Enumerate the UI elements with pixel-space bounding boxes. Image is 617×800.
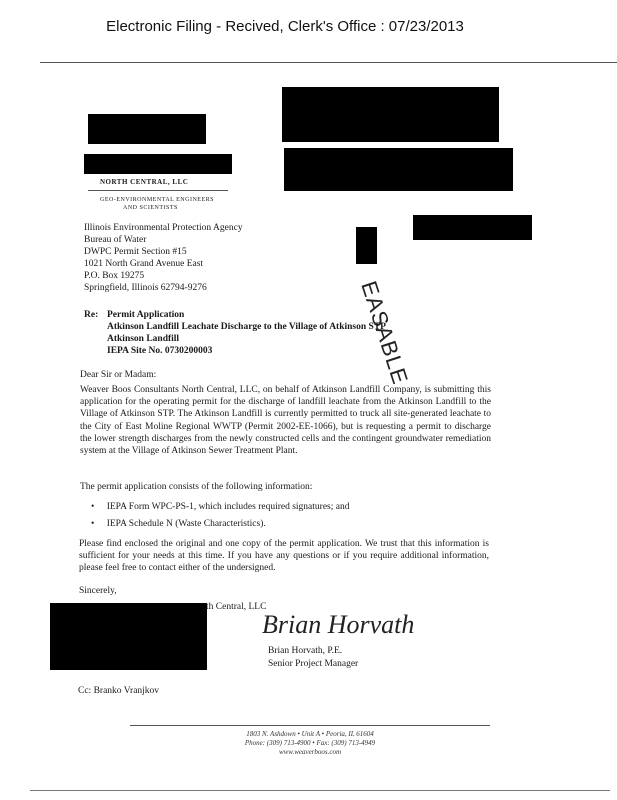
address-line: DWPC Permit Section #15 <box>84 247 187 257</box>
filing-header: Electronic Filing - Recived, Clerk's Office : 07/23/2013 <box>106 18 464 35</box>
bullet-text: IEPA Form WPC-PS-1, which includes required signatures; and <box>106 502 350 512</box>
address-line: Illinois Environmental Protection Agency <box>84 223 243 233</box>
redacted-right-block-2 <box>284 148 513 191</box>
bullet-dot-icon: • <box>91 502 95 512</box>
bottom-rule <box>30 790 610 791</box>
salutation: Dear Sir or Madam: <box>80 370 157 380</box>
bullet-text: IEPA Schedule N (Waste Characteristics). <box>106 519 266 529</box>
signer-title: Senior Project Manager <box>268 659 359 669</box>
stamp-text: EASABLE <box>356 278 414 388</box>
redacted-company-block <box>84 154 232 174</box>
bullet-item <box>91 519 266 529</box>
footer-line-2: Phone: (309) 713-4900 • Fax: (309) 713-4949 <box>244 739 376 747</box>
letterhead-company-line: NORTH CENTRAL, LLC <box>100 178 189 186</box>
address-line: 1021 North Grand Avenue East <box>84 259 204 269</box>
body-paragraph-3: Please find enclosed the original and one copy of the permit application. We trust that this information is sufficient for your needs at this time. If you have any questions or if you require additional information, please feel free to contact either of the undersigned. <box>79 539 489 574</box>
footer-line-1: 1803 N. Ashdown • Unit A • Peoria, IL 61604 <box>246 730 374 738</box>
address-line: Springfield, Illinois 62794-9276 <box>84 283 207 293</box>
body-paragraph-2: The permit application consists of the following information: <box>80 482 313 492</box>
re-label: Re: <box>84 310 99 320</box>
redacted-date-block <box>413 215 532 240</box>
letterhead-rule <box>88 190 228 191</box>
footer-address <box>160 730 460 757</box>
recipient-address <box>84 222 243 294</box>
redacted-logo-block <box>88 114 206 144</box>
closing: Sincerely, <box>79 586 117 596</box>
bullet-dot-icon: • <box>91 519 95 529</box>
redacted-right-block-1 <box>282 87 499 142</box>
redacted-signature-block <box>50 603 207 670</box>
footer-line-3: www.weaverboos.com <box>278 748 342 756</box>
re-line-1: Permit Application <box>107 310 185 320</box>
re-subject <box>107 309 386 357</box>
footer-rule <box>130 725 490 726</box>
re-line-4: IEPA Site No. 0730200003 <box>107 346 213 356</box>
redacted-small-block <box>356 227 377 264</box>
letterhead-tagline-1: GEO-ENVIRONMENTAL ENGINEERS <box>100 197 214 203</box>
cc-line: Cc: Branko Vranjkov <box>78 686 160 696</box>
body-paragraph-1: Weaver Boos Consultants North Central, LLC, on behalf of Atkinson Landfill Company, is submitting this application for the operating permit for the discharge of landfill leachate from the Atkinson Landfill to the Village of Atkinson STP. The Atkinson Landfill is currently permitted to truck all site-generated leachate to the City of East Moline Regional WWTP (Permit 2002-EE-1066), but is requesting a permit to discharge the lower strength discharges from the newly constructed cells and the contingent groundwater remediation system at the Village of Atkinson Sewer Treatment Plant. <box>80 385 491 457</box>
header-rule <box>40 62 617 63</box>
bullet-item <box>91 502 349 512</box>
signature-mark: Brian Horvath <box>262 610 415 639</box>
signer-name: Brian Horvath, P.E. <box>268 646 343 656</box>
re-line-2: Atkinson Landfill Leachate Discharge to the Village of Atkinson STP <box>107 322 386 332</box>
letterhead-tagline-2: AND SCIENTISTS <box>123 205 178 211</box>
re-line-3: Atkinson Landfill <box>107 334 180 344</box>
address-line: Bureau of Water <box>84 235 147 245</box>
company-fragment: th Central, LLC <box>206 602 267 612</box>
address-line: P.O. Box 19275 <box>84 271 145 281</box>
